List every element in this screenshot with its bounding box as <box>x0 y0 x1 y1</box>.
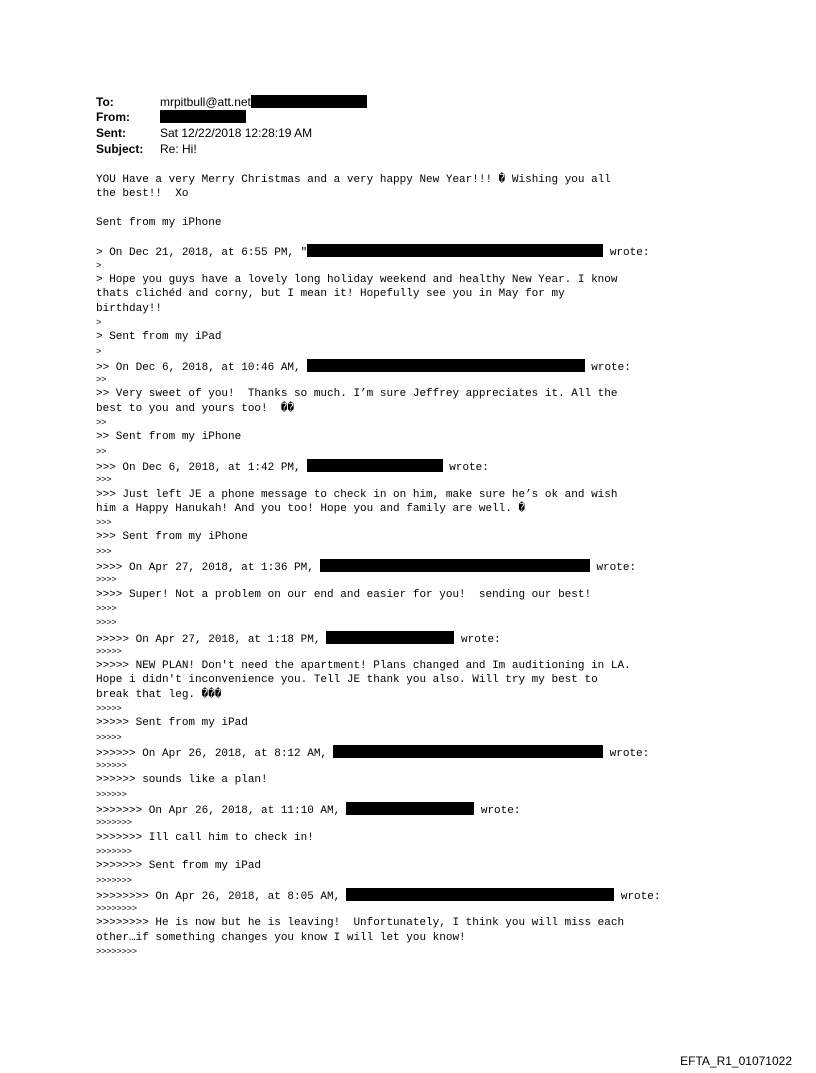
quote-marker: >>>>> <box>96 646 122 657</box>
quote-line: best to you and yours too! �� <box>96 402 295 415</box>
quote-header: >>>>>> On Apr 26, 2018, at 8:12 AM, wrote: <box>96 745 660 759</box>
quote-marker: >> <box>96 375 107 386</box>
quote-marker: >>>>> <box>96 703 122 714</box>
quote-header: >> On Dec 6, 2018, at 10:46 AM, wrote: <box>96 359 660 373</box>
quote-marker: >>> <box>96 518 112 529</box>
redaction-box <box>326 631 454 644</box>
quote-marker: >>>>>>>> <box>96 904 137 915</box>
redaction-box <box>346 802 474 815</box>
quote-marker: >>>> <box>96 603 117 614</box>
quote-header: > On Dec 21, 2018, at 6:55 PM, " wrote: <box>96 244 660 258</box>
quote-line: other…if something changes you know I will let you know! <box>96 931 466 944</box>
quote-marker: >>>>>>> <box>96 875 132 886</box>
quote-line: birthday!! <box>96 302 163 315</box>
redaction-box <box>251 95 367 108</box>
redaction-box <box>346 888 614 901</box>
quote-marker: >>>>>>>> <box>96 947 137 958</box>
body-line: the best!! Xo <box>96 188 189 201</box>
quote-line: >>>>> Sent from my iPad <box>96 717 248 730</box>
redaction-box <box>307 359 585 372</box>
sent-value: Sat 12/22/2018 12:28:19 AM <box>160 126 313 140</box>
quote-line: >>>>>> sounds like a plan! <box>96 774 268 787</box>
redaction-box <box>307 459 443 472</box>
redaction-box <box>307 244 603 257</box>
body-line: YOU Have a very Merry Christmas and a very happy New Year!!! � Wishing you all <box>96 174 611 186</box>
document-id: EFTA_R1_01071022 <box>680 1054 792 1068</box>
from-row <box>96 110 246 125</box>
to-row <box>96 95 367 110</box>
redaction-box <box>333 745 603 758</box>
redaction-box <box>160 110 246 123</box>
quote-header: >>> On Dec 6, 2018, at 1:42 PM, wrote: <box>96 459 660 473</box>
quote-line: >> Sent from my iPhone <box>96 431 242 444</box>
quote-line: >>> Sent from my iPhone <box>96 531 248 544</box>
quote-line: >>>> Super! Not a problem on our end and easier for you! sending our best! <box>96 588 592 601</box>
quote-line: him a Happy Hanukah! And you too! Hope you and family are well. � <box>96 502 526 515</box>
subject-label: Subject: <box>96 142 144 156</box>
quote-marker: > <box>96 260 102 271</box>
quote-marker: >> <box>96 418 107 429</box>
quote-line: >>> Just left JE a phone message to check in on him, make sure he’s ok and wish <box>96 488 618 501</box>
to-value: mrpitbull@att.net <box>160 95 251 109</box>
sent-label: Sent: <box>96 126 126 140</box>
quote-marker: >>>> <box>96 575 117 586</box>
quote-marker: >>> <box>96 475 112 486</box>
subject-value: Re: Hi! <box>160 142 197 156</box>
quote-line: >>>>>>> Ill call him to check in! <box>96 831 314 844</box>
quote-marker: >>>>>> <box>96 761 127 772</box>
quote-line: > Sent from my iPad <box>96 331 222 344</box>
quote-line: thats clichéd and corny, but I mean it! Hopefully see you in May for my <box>96 288 565 301</box>
quote-marker: > <box>96 317 102 328</box>
quote-line: break that leg. ��� <box>96 688 222 701</box>
quote-header: >>>>>>> On Apr 26, 2018, at 11:10 AM, wrote: <box>96 802 660 816</box>
quote-header: >>>>> On Apr 27, 2018, at 1:18 PM, wrote: <box>96 631 660 645</box>
signature-line: Sent from my iPhone <box>96 216 222 229</box>
quote-marker: >> <box>96 446 107 457</box>
quote-marker: > <box>96 346 102 357</box>
quote-marker: >>>>> <box>96 732 122 743</box>
redaction-box <box>320 559 590 572</box>
quote-line: Hope i didn't inconvenience you. Tell JE thank you also. Will try my best to <box>96 674 598 687</box>
quote-line: > Hope you guys have a lovely long holiday weekend and healthy New Year. I know <box>96 274 618 287</box>
to-label: To: <box>96 95 114 109</box>
quote-marker: >>>>>> <box>96 789 127 800</box>
from-label: From: <box>96 110 130 124</box>
quote-marker: >>>>>>> <box>96 818 132 829</box>
quote-marker: >>>> <box>96 618 117 629</box>
quote-header: >>>> On Apr 27, 2018, at 1:36 PM, wrote: <box>96 559 660 573</box>
sent-row <box>96 126 312 141</box>
quote-line: >> Very sweet of you! Thanks so much. I’m sure Jeffrey appreciates it. All the <box>96 388 618 401</box>
quote-marker: >>> <box>96 546 112 557</box>
quote-marker: >>>>>>> <box>96 846 132 857</box>
quote-header: >>>>>>>> On Apr 26, 2018, at 8:05 AM, wrote: <box>96 888 660 902</box>
subject-row <box>96 142 197 157</box>
quote-line: >>>>>>>> He is now but he is leaving! Unfortunately, I think you will miss each <box>96 917 625 930</box>
quote-line: >>>>> NEW PLAN! Don't need the apartment! Plans changed and Im auditioning in LA. <box>96 660 631 673</box>
message-body <box>96 173 660 959</box>
quote-line: >>>>>>> Sent from my iPad <box>96 860 262 873</box>
